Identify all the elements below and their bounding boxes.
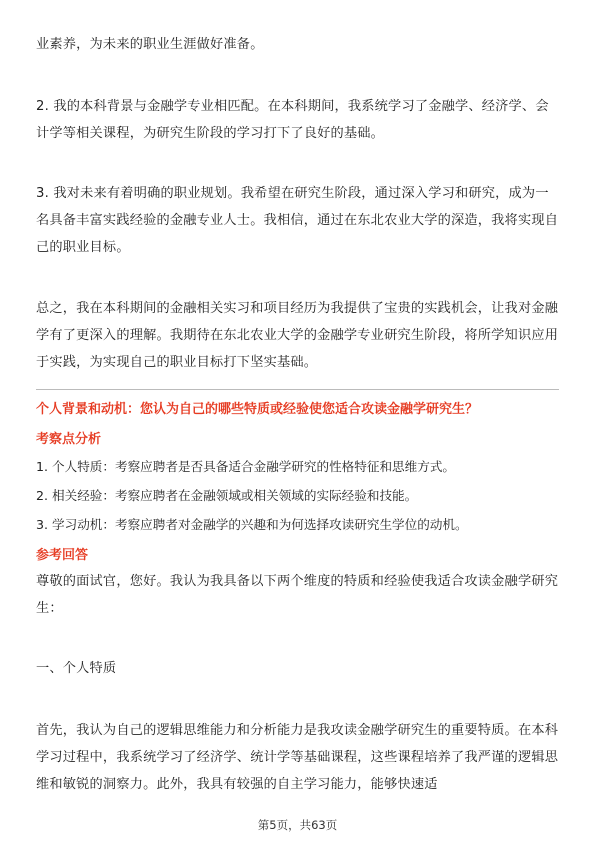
question-heading: 个人背景和动机：您认为自己的哪些特质或经验使您适合攻读金融学研究生？	[36, 402, 479, 417]
analysis-item-3: 3. 学习动机：考察应聘者对金融学的兴趣和为何选择攻读研究生学位的动机。	[36, 517, 468, 532]
answer-intro: 尊敬的面试官，您好。我认为我具备以下两个维度的特质和经验使我适合攻读金融学研究生：	[36, 574, 559, 616]
section-1-title: 一、个人特质	[36, 661, 117, 676]
paragraph-point-2: 2. 我的本科背景与金融学专业相匹配。在本科期间，我系统学习了金融学、经济学、会计学等相关课程，为研究生阶段的学习打下了良好的基础。	[36, 99, 549, 141]
answer-heading: 参考回答	[36, 548, 89, 563]
section-1-paragraph: 首先，我认为自己的逻辑思维能力和分析能力是我攻读金融学研究生的重要特质。在本科学习过程中，我系统学习了经济学、统计学等基础课程，这些课程培养了我严谨的逻辑思维和敏锐的洞察力。此外，我具有较强的自主学习能力，能够快速适	[36, 723, 559, 792]
page-number-footer: 第5页，共63页	[257, 818, 338, 832]
section-divider	[36, 389, 559, 390]
paragraph-intro-end: 业素养，为未来的职业生涯做好准备。	[36, 37, 264, 52]
analysis-item-1: 1. 个人特质：考察应聘者是否具备适合金融学研究的性格特征和思维方式。	[36, 459, 456, 474]
paragraph-summary: 总之，我在本科期间的金融相关实习和项目经历为我提供了宝贵的实践机会，让我对金融学有了更深入的理解。我期待在东北农业大学的金融学专业研究生阶段，将所学知识应用于实践，为实现自己的职业目标打下坚实基础。	[36, 301, 559, 370]
analysis-heading: 考察点分析	[36, 432, 102, 447]
analysis-item-2: 2. 相关经验：考察应聘者在金融领域或相关领域的实际经验和技能。	[36, 488, 418, 503]
paragraph-point-3: 3. 我对未来有着明确的职业规划。我希望在研究生阶段，通过深入学习和研究，成为一名具备丰富实践经验的金融专业人士。我相信，通过在东北农业大学的深造，我将实现自己的职业目标。	[36, 186, 559, 255]
